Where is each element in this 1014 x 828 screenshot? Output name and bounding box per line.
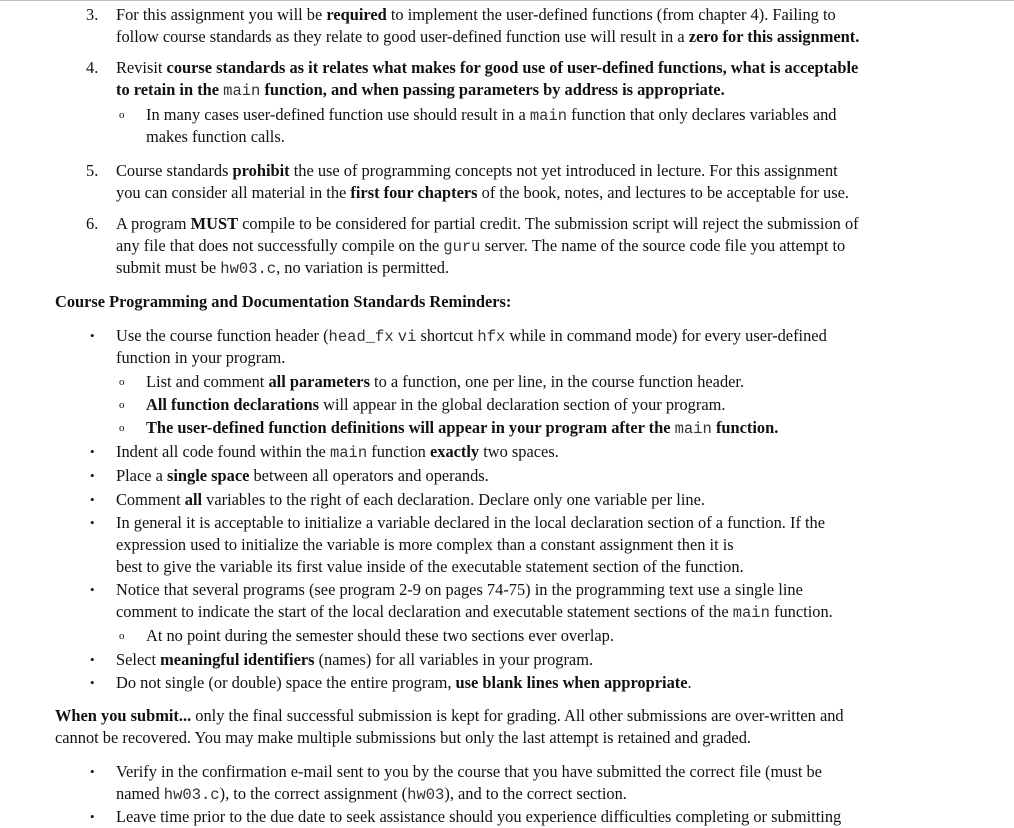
text: to implement the user-defined functions (from chapter 4). Failing to xyxy=(386,5,836,24)
bullet-icon: • xyxy=(90,809,95,824)
text: between all operators and operands. xyxy=(249,466,489,485)
bullet-text xyxy=(116,325,827,348)
bullet-icon: • xyxy=(90,328,95,343)
bullet-icon: • xyxy=(90,652,95,667)
item-number: 4. xyxy=(86,58,99,77)
text: Place a xyxy=(116,466,167,485)
bullet-text: Verify in the confirmation e-mail sent to you by the course that you have submitted the correct file (must be xyxy=(116,762,822,781)
circle-bullet-icon: o xyxy=(119,376,125,388)
bullet-text xyxy=(116,783,627,806)
text: For this assignment you will be xyxy=(116,5,327,24)
text: function. xyxy=(711,418,779,437)
item-text-line xyxy=(116,182,849,204)
code-main: main xyxy=(223,82,261,100)
text: of the book, notes, and lectures to be acceptable for use. xyxy=(477,183,849,202)
code-main: main xyxy=(529,107,568,125)
text: comment to indicate the start of the local declaration and executable statement sections of the xyxy=(116,602,733,621)
code-assignment: hw03 xyxy=(407,786,445,804)
emphasis: course standards as it relates what makes for good use of user-defined functions, what is acceptable xyxy=(166,58,859,77)
sub-item-text xyxy=(146,371,744,393)
emphasis: required xyxy=(326,5,387,24)
bullet-text: expression used to initialize the variable is more complex than a constant assignment then it is xyxy=(116,535,734,554)
text: will appear in the global declaration section of your program. xyxy=(319,395,726,414)
text: variables to the right of each declaration. Declare only one variable per line. xyxy=(202,490,705,509)
text: Revisit xyxy=(116,58,167,77)
bullet-text xyxy=(116,649,593,671)
sub-item-text xyxy=(146,417,778,440)
text: ), to the correct assignment ( xyxy=(219,784,408,803)
bullet-text: function in your program. xyxy=(116,348,286,367)
emphasis: meaningful identifiers xyxy=(160,650,315,669)
text: named xyxy=(116,784,164,803)
circle-bullet-icon: o xyxy=(119,630,125,642)
text: Comment xyxy=(116,490,185,509)
submit-paragraph-line: cannot be recovered. You may make multiple submissions but only the last attempt is retained and graded. xyxy=(55,728,751,747)
bullet-icon: • xyxy=(90,515,95,530)
bullet-text xyxy=(116,465,489,487)
code-filename: hw03.c xyxy=(220,260,277,278)
text: any file that does not successfully compile on the xyxy=(116,236,444,255)
emphasis: all xyxy=(184,490,203,509)
text: (names) for all variables in your program. xyxy=(314,650,594,669)
sub-item-text: makes function calls. xyxy=(146,127,285,146)
text: , no variation is permitted. xyxy=(276,258,450,277)
text: ), and to the correct section. xyxy=(444,784,627,803)
emphasis: MUST xyxy=(190,214,239,233)
submit-paragraph-line xyxy=(55,705,844,727)
text: compile to be considered for partial credit. The submission script will reject the submission of xyxy=(238,214,859,233)
bullet-icon: • xyxy=(90,444,95,459)
bullet-text: Notice that several programs (see program 2-9 on pages 74-75) in the programming text use a single line xyxy=(116,580,803,599)
emphasis: exactly xyxy=(429,442,480,461)
emphasis: all parameters xyxy=(268,372,370,391)
code-main: main xyxy=(674,420,712,438)
emphasis: zero for this assignment. xyxy=(688,27,860,46)
item-text-line xyxy=(116,235,845,258)
text: function, and when passing parameters by address is appropriate. xyxy=(260,80,725,99)
circle-bullet-icon: o xyxy=(119,399,125,411)
bullet-icon: • xyxy=(90,582,95,597)
bullet-text: Leave time prior to the due date to seek assistance should you experience difficulties completing or submitting xyxy=(116,807,842,826)
emphasis: prohibit xyxy=(232,161,290,180)
text: Use the course function header ( xyxy=(116,326,329,345)
item-number: 3. xyxy=(86,5,99,24)
bullet-text xyxy=(116,441,559,464)
code-main: main xyxy=(732,604,770,622)
item-text-line xyxy=(116,4,836,26)
sub-item-text xyxy=(146,394,725,416)
bullet-icon: • xyxy=(90,468,95,483)
section-heading: Course Programming and Documentation Standards Reminders: xyxy=(55,292,512,311)
text: function. xyxy=(769,602,833,621)
bullet-text xyxy=(116,489,705,511)
text: shortcut xyxy=(416,326,478,345)
text: Course standards xyxy=(116,161,233,180)
bullet-text xyxy=(116,672,692,694)
emphasis: single space xyxy=(166,466,250,485)
text: only the final successful submission is kept for grading. All other submissions are over-written and xyxy=(191,706,844,725)
text: function that only declares variables and xyxy=(567,105,837,124)
circle-bullet-icon: o xyxy=(119,109,125,121)
code-head-fx: head_fx xyxy=(328,328,394,346)
text: the use of programming concepts not yet introduced in lecture. For this assignment xyxy=(289,161,838,180)
item-text-line xyxy=(116,257,449,280)
item-text-line xyxy=(116,57,858,79)
item-text-line xyxy=(116,26,859,48)
text: . xyxy=(687,673,692,692)
text: while in command mode) for every user-defined xyxy=(505,326,827,345)
text: you can consider all material in the xyxy=(116,183,351,202)
bullet-icon: • xyxy=(90,675,95,690)
text: submit must be xyxy=(116,258,221,277)
item-number: 5. xyxy=(86,161,99,180)
bullet-icon: • xyxy=(90,492,95,507)
item-number: 6. xyxy=(86,214,99,233)
code-vi: vi xyxy=(397,328,417,346)
code-main: main xyxy=(329,444,368,462)
text: The user-defined function definitions will appear in your program after the xyxy=(146,418,675,437)
top-divider xyxy=(0,0,1014,1)
item-text-line xyxy=(116,160,838,182)
item-text-line xyxy=(116,213,859,235)
text: Indent all code found within the xyxy=(116,442,330,461)
code-hfx: hfx xyxy=(477,328,506,346)
text: follow course standards as they relate to good user-defined function use will result in a xyxy=(116,27,689,46)
text: to a function, one per line, in the course function header. xyxy=(369,372,745,391)
code-guru: guru xyxy=(443,238,481,256)
text: List and comment xyxy=(146,372,269,391)
text: server. The name of the source code file you attempt to xyxy=(480,236,846,255)
bullet-text xyxy=(116,601,833,624)
item-text-line xyxy=(116,79,725,102)
text: Do not single (or double) space the entire program, xyxy=(116,673,456,692)
text: In many cases user-defined function use should result in a xyxy=(146,105,530,124)
text: to retain in the xyxy=(116,80,224,99)
emphasis: use blank lines when appropriate xyxy=(455,673,688,692)
sub-item-text: At no point during the semester should these two sections ever overlap. xyxy=(146,626,614,645)
emphasis: All function declarations xyxy=(146,395,320,414)
text: function xyxy=(367,442,430,461)
text: Select xyxy=(116,650,161,669)
text: A program xyxy=(116,214,191,233)
sub-item-text xyxy=(146,104,837,127)
bullet-text: best to give the variable its first value inside of the executable statement section of the function. xyxy=(116,557,744,576)
bullet-text: In general it is acceptable to initialize a variable declared in the local declaration section of a function. If the xyxy=(116,513,826,532)
emphasis: When you submit... xyxy=(55,706,192,725)
emphasis: first four chapters xyxy=(350,183,478,202)
bullet-icon: • xyxy=(90,764,95,779)
code-filename: hw03.c xyxy=(163,786,220,804)
text: two spaces. xyxy=(479,442,559,461)
circle-bullet-icon: o xyxy=(119,422,125,434)
